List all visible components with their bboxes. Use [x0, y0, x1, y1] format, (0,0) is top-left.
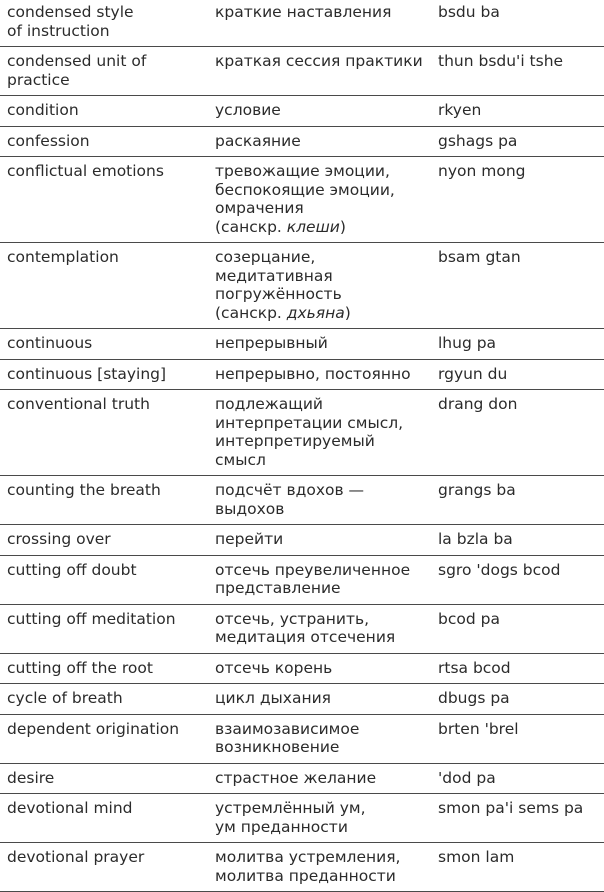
english-term-line: cutting off doubt — [7, 560, 137, 579]
glossary-row — [0, 359, 604, 390]
sanskrit-note-suffix: ) — [339, 217, 346, 236]
tibetan-term: 'dod pa — [431, 763, 604, 794]
russian-translation-line: молитва преданности — [215, 866, 396, 885]
russian-translation-line: созерцание, — [215, 248, 316, 266]
english-term — [0, 653, 208, 684]
english-term — [0, 843, 208, 892]
russian-translation-line: выдохов — [215, 499, 285, 518]
english-term-line: conflictual emotions — [7, 162, 164, 180]
tibetan-term: lhug pa — [431, 329, 604, 360]
sanskrit-note — [215, 304, 427, 323]
english-term-line: counting the breath — [7, 481, 161, 499]
tibetan-term: nyon mong — [431, 157, 604, 243]
english-term — [0, 96, 208, 127]
tibetan-term: rgyun du — [431, 359, 604, 390]
russian-translation — [208, 47, 431, 96]
glossary-row — [0, 329, 604, 360]
russian-translation-line: медитативная — [215, 266, 333, 285]
english-term-line: desire — [7, 768, 55, 787]
sanskrit-note-term: клеши — [286, 217, 340, 236]
english-term-line: devotional mind — [7, 799, 133, 817]
russian-translation — [208, 126, 431, 157]
glossary-row — [0, 653, 604, 684]
russian-translation-line: непрерывно, постоянно — [215, 364, 411, 383]
russian-translation-line: отсечь, устранить, — [215, 609, 370, 628]
english-term-line: condition — [7, 101, 79, 119]
russian-translation-line: непрерывный — [215, 334, 328, 352]
russian-translation-line: цикл дыхания — [215, 689, 331, 707]
russian-translation-line: омрачения — [215, 199, 304, 217]
russian-translation-line: страстное желание — [215, 768, 377, 787]
russian-translation — [208, 329, 431, 360]
russian-translation-line: подсчёт вдохов — — [215, 481, 365, 499]
russian-translation-line: медитация отсечения — [215, 628, 396, 646]
english-term-line: crossing over — [7, 530, 111, 548]
english-term — [0, 243, 208, 329]
tibetan-term: thun bsdu'i tshe — [431, 47, 604, 96]
english-term-line: confession — [7, 131, 90, 150]
glossary-row — [0, 794, 604, 843]
english-term-line: condensed unit of — [7, 52, 147, 70]
english-term-line: cutting off meditation — [7, 609, 176, 628]
glossary-row — [0, 243, 604, 329]
russian-translation-line: ум преданности — [215, 817, 348, 836]
glossary-row — [0, 604, 604, 653]
tibetan-term: dbugs pa — [431, 684, 604, 715]
russian-translation-line: отсечь корень — [215, 658, 333, 677]
glossary-row — [0, 96, 604, 127]
russian-translation-line: раскаяние — [215, 131, 301, 150]
glossary-row — [0, 0, 604, 47]
glossary-row — [0, 390, 604, 476]
russian-translation — [208, 525, 431, 556]
english-term-line: of instruction — [7, 21, 110, 40]
russian-translation-line: интерпретации смысл, — [215, 413, 404, 432]
russian-translation — [208, 390, 431, 476]
tibetan-term: bsdu ba — [431, 0, 604, 47]
russian-translation-line: беспокоящие эмоции, — [215, 180, 395, 199]
russian-translation — [208, 843, 431, 892]
english-term — [0, 359, 208, 390]
tibetan-term: rtsa bcod — [431, 653, 604, 684]
glossary-row — [0, 157, 604, 243]
russian-translation — [208, 684, 431, 715]
english-term — [0, 329, 208, 360]
english-term — [0, 684, 208, 715]
english-term-line: continuous [staying] — [7, 364, 167, 383]
english-term — [0, 555, 208, 604]
english-term — [0, 525, 208, 556]
tibetan-term: la bzla ba — [431, 525, 604, 556]
russian-translation-line: представление — [215, 579, 341, 597]
russian-translation-line: перейти — [215, 530, 284, 548]
english-term — [0, 390, 208, 476]
english-term — [0, 0, 208, 47]
tibetan-term: rkyen — [431, 96, 604, 127]
tibetan-term: bsam gtan — [431, 243, 604, 329]
english-term-line: cycle of breath — [7, 689, 123, 707]
tibetan-term: brten 'brel — [431, 714, 604, 763]
russian-translation-line: краткие наставления — [215, 3, 392, 21]
english-term — [0, 476, 208, 525]
russian-translation-line: погружённость — [215, 285, 342, 303]
tibetan-term: grangs ba — [431, 476, 604, 525]
russian-translation — [208, 794, 431, 843]
russian-translation — [208, 0, 431, 47]
russian-translation — [208, 359, 431, 390]
russian-translation-line: устремлённый ум, — [215, 799, 366, 817]
russian-translation — [208, 714, 431, 763]
english-term-line: contemplation — [7, 248, 119, 266]
tibetan-term: drang don — [431, 390, 604, 476]
glossary-row — [0, 476, 604, 525]
russian-translation — [208, 96, 431, 127]
russian-translation — [208, 604, 431, 653]
glossary-row — [0, 47, 604, 96]
glossary-row — [0, 714, 604, 763]
russian-translation — [208, 763, 431, 794]
english-term — [0, 604, 208, 653]
english-term — [0, 714, 208, 763]
sanskrit-note-term: дхьяна — [286, 303, 345, 322]
glossary-row — [0, 126, 604, 157]
sanskrit-note-prefix: (санскр. — [215, 217, 287, 236]
tibetan-term: bcod pa — [431, 604, 604, 653]
english-term — [0, 794, 208, 843]
russian-translation — [208, 555, 431, 604]
glossary-row — [0, 763, 604, 794]
glossary-row — [0, 843, 604, 892]
english-term — [0, 126, 208, 157]
russian-translation — [208, 653, 431, 684]
russian-translation-line: интерпретируемый смысл — [215, 432, 375, 469]
sanskrit-note-suffix: ) — [344, 303, 351, 322]
russian-translation-line: взаимозависимое — [215, 719, 360, 738]
english-term — [0, 47, 208, 96]
english-term-line: practice — [7, 70, 70, 89]
russian-translation-line: молитва устремления, — [215, 848, 401, 866]
russian-translation — [208, 243, 431, 329]
english-term-line: dependent origination — [7, 719, 180, 738]
english-term-line: continuous — [7, 334, 93, 352]
russian-translation-line: тревожащие эмоции, — [215, 162, 390, 180]
english-term-line: condensed style — [7, 3, 134, 21]
russian-translation-line: отсечь преувеличенное — [215, 560, 411, 579]
english-term-line: conventional truth — [7, 395, 150, 413]
glossary-row — [0, 525, 604, 556]
russian-translation-line: условие — [215, 101, 281, 119]
sanskrit-note — [215, 218, 427, 237]
glossary-row — [0, 555, 604, 604]
russian-translation-line: подлежащий — [215, 395, 323, 413]
russian-translation — [208, 476, 431, 525]
russian-translation-line: возникновение — [215, 738, 340, 756]
tibetan-term: gshags pa — [431, 126, 604, 157]
tibetan-term: smon lam — [431, 843, 604, 892]
english-term — [0, 763, 208, 794]
russian-translation — [208, 157, 431, 243]
english-term — [0, 157, 208, 243]
russian-translation-line: краткая сессия практики — [215, 52, 423, 70]
english-term-line: devotional prayer — [7, 848, 145, 866]
tibetan-term: smon pa'i sems pa — [431, 794, 604, 843]
sanskrit-note-prefix: (санскр. — [215, 303, 287, 322]
glossary-row — [0, 684, 604, 715]
english-term-line: cutting off the root — [7, 658, 153, 677]
tibetan-term: sgro 'dogs bcod — [431, 555, 604, 604]
